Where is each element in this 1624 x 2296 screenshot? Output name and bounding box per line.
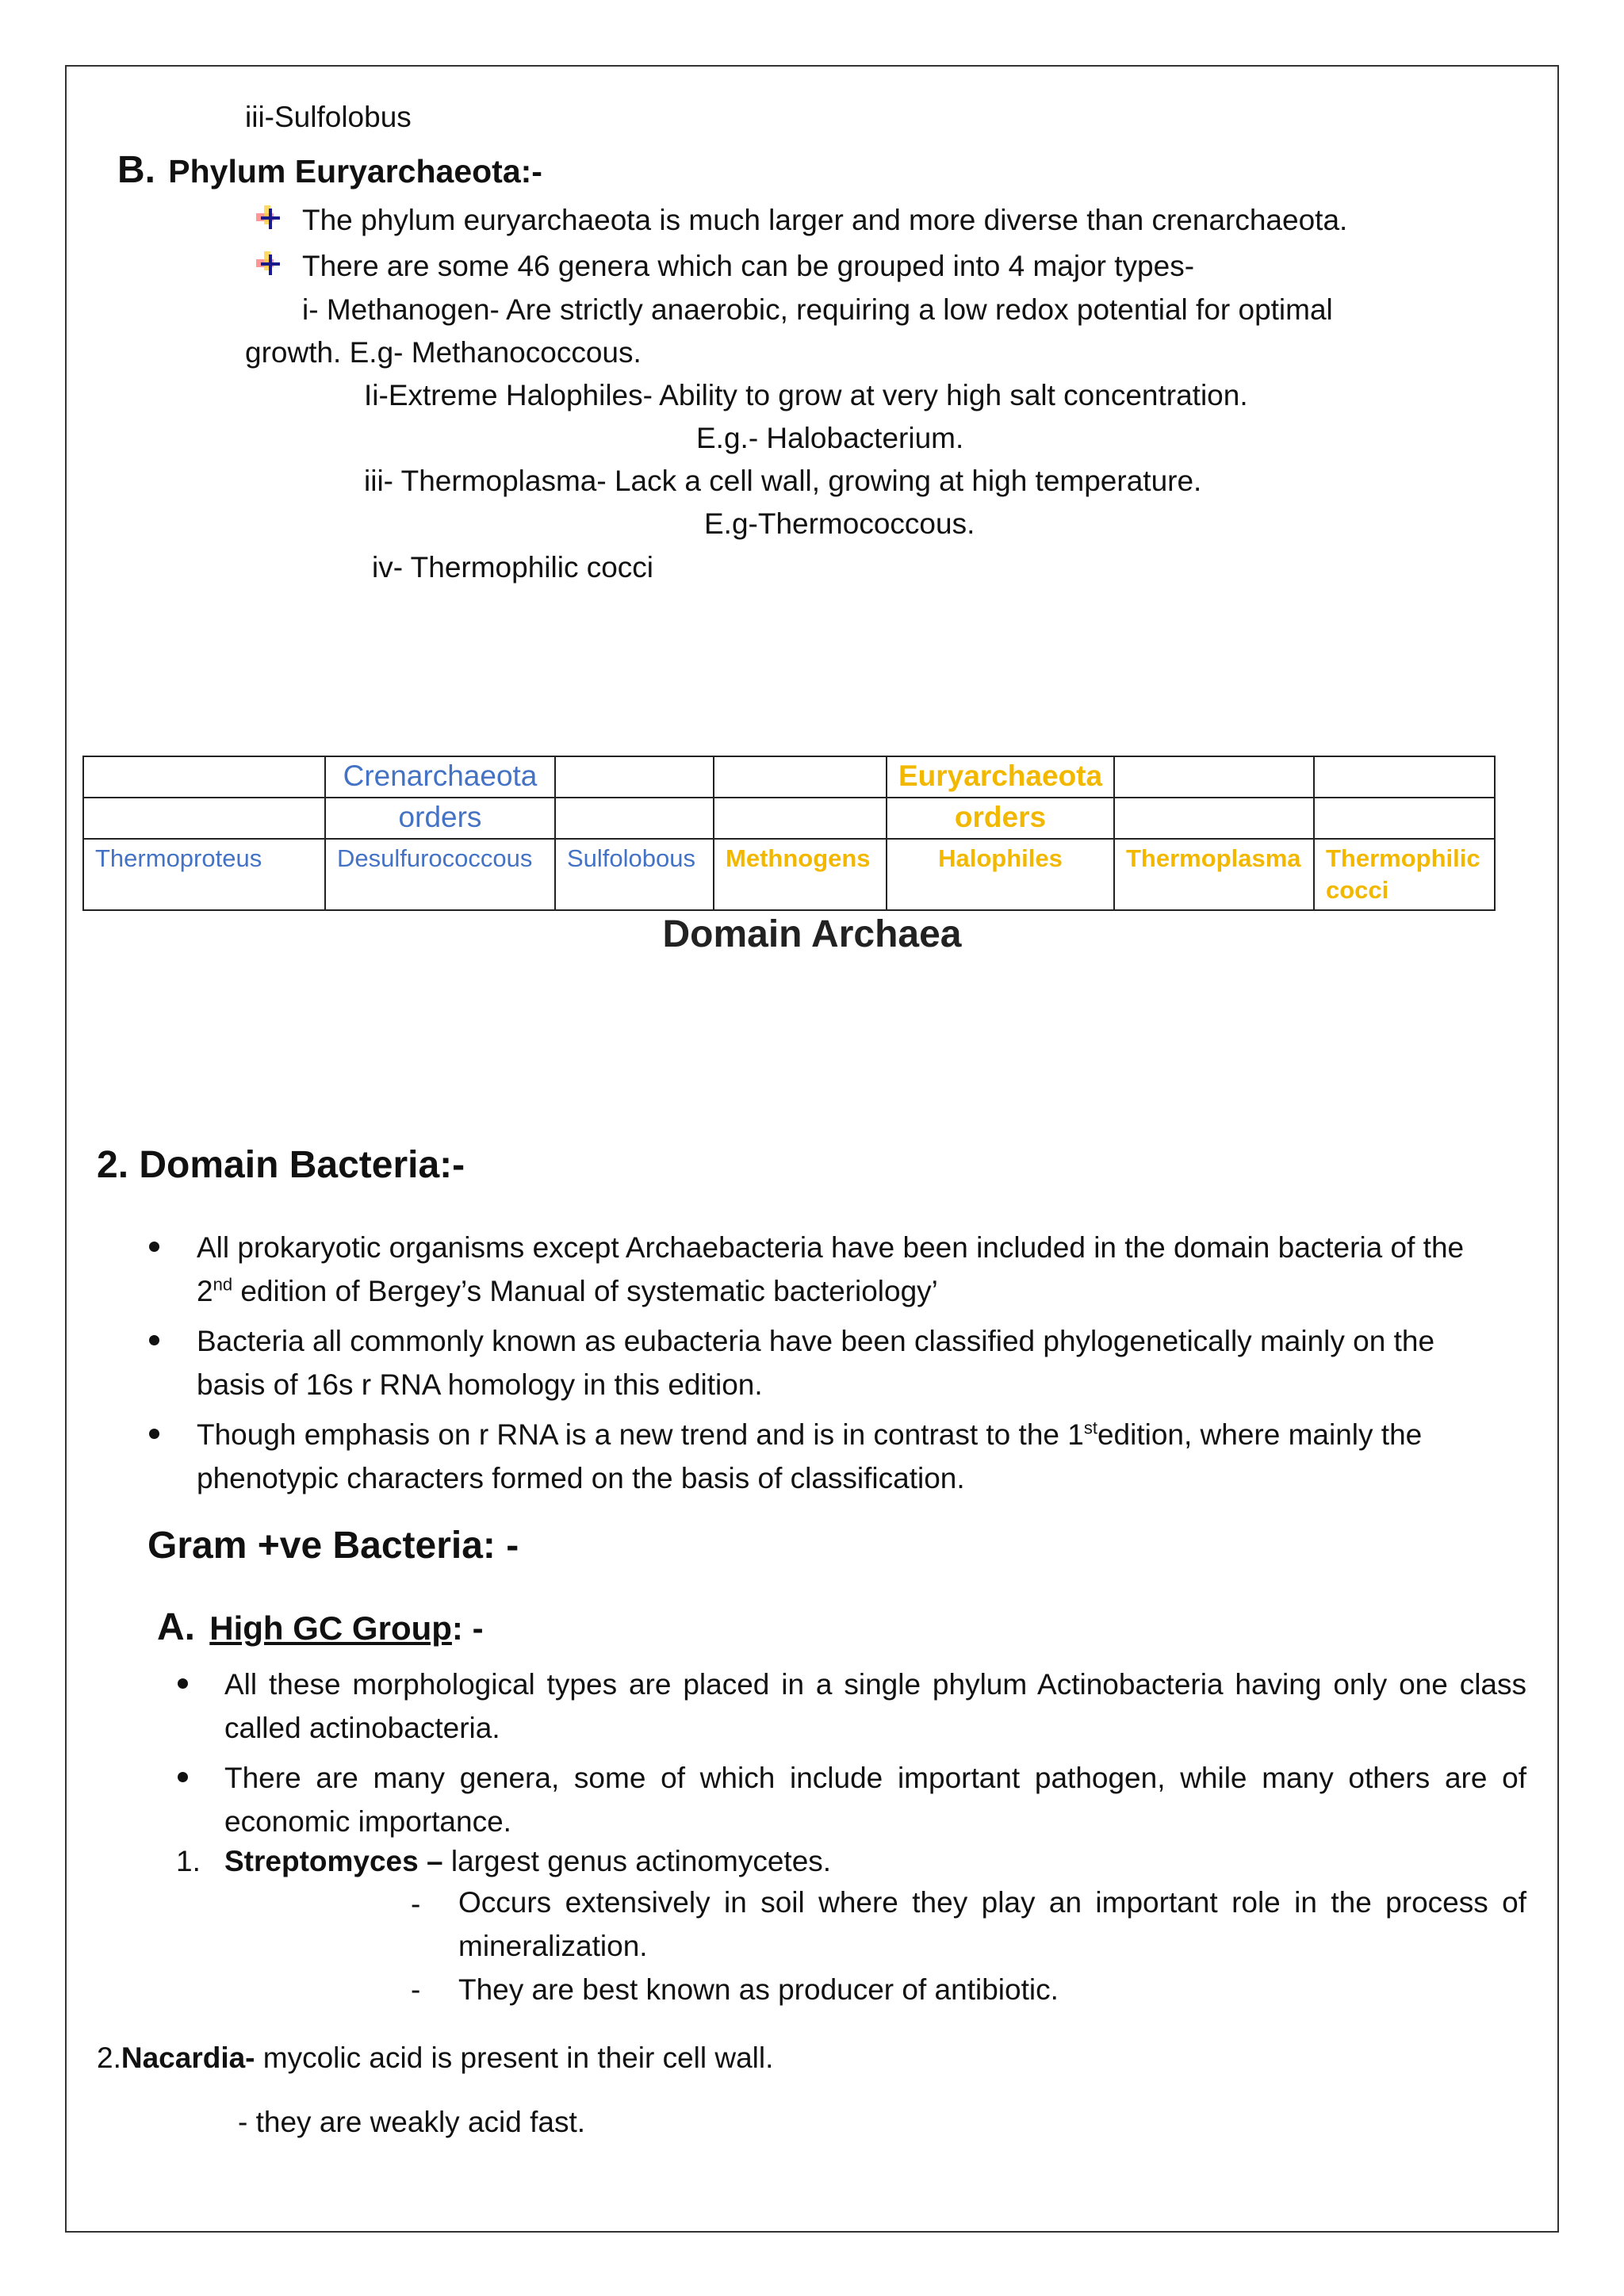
gram-bullet-2 [224, 1756, 1526, 1843]
streptomyces-dash-1-line-2: mineralization. [458, 1930, 648, 1962]
bullet-icon [149, 1429, 159, 1439]
gram-bullet-1-line-2: called actinobacteria. [224, 1712, 500, 1744]
bacteria-bullet-1-line-2 [197, 1269, 1513, 1313]
table-cell-methnogens: Methnogens [714, 839, 887, 910]
text-span: mycolic acid is present in their cell wall. [255, 2042, 774, 2074]
crenarchaeota-header: Crenarchaeota [325, 756, 555, 798]
table-cell-thermoproteus: Thermoproteus [83, 839, 325, 910]
table-cell-sulfolobous: Sulfolobous [555, 839, 714, 910]
methanogen-continuation: growth. E.g- Methanococcous. [245, 336, 642, 369]
table-cell [1114, 798, 1314, 839]
bacteria-bullet-3-line-2: phenotypic characters formed on the basis of classification. [197, 1462, 965, 1494]
thermophilic-line: iv- Thermophilic cocci [372, 551, 654, 584]
nacardia-sub-line: - they are weakly acid fast. [238, 2106, 586, 2138]
superscript: st [1083, 1418, 1097, 1438]
archaea-orders-table [82, 756, 1496, 911]
table-cell [555, 798, 714, 839]
euryarchaeota-orders: orders [887, 798, 1114, 839]
text-span: 2 [197, 1275, 213, 1307]
table-cell-halophiles: Halophiles [887, 839, 1114, 910]
item-1-number: 1. [176, 1845, 201, 1877]
table-row [83, 839, 1495, 910]
table-row [83, 756, 1495, 798]
bacteria-bullet-3 [197, 1413, 1513, 1500]
table-cell [555, 756, 714, 798]
thermoplasma-example: E.g-Thermococcous. [704, 507, 975, 540]
euryarchaeota-bullet-1: The phylum euryarchaeota is much larger and more diverse than crenarchaeota. [302, 204, 1348, 236]
table-cell-thermophilic-cocci: Thermophilic cocci [1314, 839, 1495, 910]
dash-1: - [411, 1888, 421, 1920]
methanogen-line: i- Methanogen- Are strictly anaerobic, requiring a low redox potential for optimal [302, 293, 1333, 326]
table-cell-desulfurococcous: Desulfurococcous [325, 839, 555, 910]
dash-2: - [411, 1973, 421, 2006]
table-cell [1114, 756, 1314, 798]
bullet-icon [149, 1242, 159, 1252]
bacteria-bullet-2-line-1: Bacteria all commonly known as eubacteria have been classified phylogenetically mainly on the [197, 1325, 1435, 1357]
domain-bacteria-heading: 2. Domain Bacteria:- [97, 1144, 465, 1186]
table-cell [83, 756, 325, 798]
bullet-icon [178, 1772, 188, 1782]
halophiles-line: Ii-Extreme Halophiles- Ability to grow at very high salt concentration. [364, 379, 1248, 411]
gram-bullet-2-line-1: There are many genera, some of which include important pathogen, while many others are of [224, 1762, 1526, 1794]
table-cell [714, 798, 887, 839]
item-2-number: 2. [97, 2042, 121, 2074]
bacteria-bullet-2 [197, 1319, 1513, 1406]
arrow-bullet-icon [253, 248, 285, 280]
streptomyces-dash-2: They are best known as producer of antibiotic. [458, 1973, 1059, 2006]
thermoplasma-line: iii- Thermoplasma- Lack a cell wall, growing at high temperature. [364, 465, 1202, 497]
gram-bullet-1-line-1: All these morphological types are placed in a single phylum Actinobacteria having only one class [224, 1668, 1526, 1701]
euryarchaeota-header: Euryarchaeota [887, 756, 1114, 798]
table-cell [1314, 798, 1495, 839]
nacardia-line [97, 2041, 773, 2076]
high-gc-suffix: : - [451, 1609, 484, 1647]
text-span: Though emphasis on r RNA is a new trend and is in contrast to the 1 [197, 1418, 1084, 1451]
crenarchaeota-orders: orders [325, 798, 555, 839]
table-cell [1314, 756, 1495, 798]
bullet-icon [149, 1335, 159, 1345]
gram-bullet-1 [224, 1663, 1526, 1750]
table-row [83, 798, 1495, 839]
high-gc-heading [157, 1605, 484, 1651]
streptomyces-dash-1 [458, 1881, 1526, 1968]
bacteria-bullet-1 [197, 1226, 1513, 1313]
table-cell-thermoplasma: Thermoplasma [1114, 839, 1314, 910]
arrow-bullet-icon [253, 202, 285, 234]
streptomyces-dash-1-line-1: Occurs extensively in soil where they play an important role in the process of [458, 1886, 1526, 1919]
section-b-heading [117, 147, 542, 193]
gram-bullet-2-line-2: economic importance. [224, 1805, 511, 1838]
table-cell [714, 756, 887, 798]
table-cell [83, 798, 325, 839]
section-letter: A. [157, 1606, 195, 1648]
streptomyces-line [224, 1844, 831, 1879]
section-title: Phylum Euryarchaeota:- [168, 153, 542, 189]
halophiles-example: E.g.- Halobacterium. [696, 422, 964, 454]
table-caption: Domain Archaea [662, 913, 962, 955]
bacteria-bullet-3-line-1 [197, 1413, 1513, 1456]
high-gc-title: High GC Group [209, 1609, 452, 1647]
section-letter: B. [117, 149, 155, 191]
text-span: edition of Bergey’s Manual of systematic bacteriology’ [232, 1275, 938, 1307]
text-span: edition, where mainly the [1097, 1418, 1423, 1451]
streptomyces-label: Streptomyces – [224, 1845, 443, 1877]
euryarchaeota-bullet-2: There are some 46 genera which can be grouped into 4 major types- [302, 250, 1195, 282]
nacardia-label: Nacardia- [121, 2042, 255, 2074]
superscript: nd [213, 1274, 233, 1295]
text-span: largest genus actinomycetes. [442, 1845, 832, 1877]
bullet-icon [178, 1678, 188, 1689]
bacteria-bullet-2-line-2: basis of 16s r RNA homology in this edition. [197, 1368, 763, 1401]
bacteria-bullet-1-line-1: All prokaryotic organisms except Archaebacteria have been included in the domain bacteria of the [197, 1231, 1465, 1264]
gram-positive-heading: Gram +ve Bacteria: - [147, 1525, 519, 1567]
sulfolobus-line: iii-Sulfolobus [245, 101, 412, 133]
